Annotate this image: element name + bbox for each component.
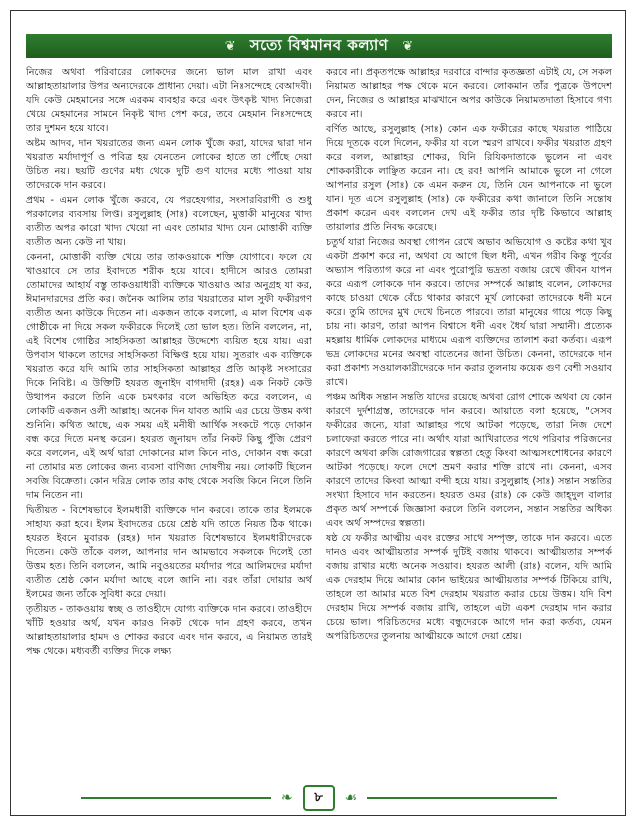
left-column bbox=[26, 66, 312, 776]
article-body bbox=[26, 66, 612, 776]
footer-right-rule bbox=[367, 797, 557, 799]
paragraph: নিজের অথবা পরিবারের লোকদের জন্যে ভাল মাল রাখা এবং আল্লাহতায়ালার উপর অন্যদেরকে প্রাধান্য দেয়া। এটা নিঃসন্দেহে বেআদবী। যদি কেউ মেহমানের সঙ্গে এরকম ব্যবহার করে এবং উৎকৃষ্ট খাদ্য নিজেরা খেয়ে মেহমানের সামনে নিকৃষ্ট খাদ্য পেশ করে, তবে মেহমান নিঃসন্দেহে তার দুশমন হয়ে যাবে। bbox=[26, 67, 312, 134]
leaf-ornament-icon: ❧ bbox=[280, 790, 293, 806]
page-header-title: সত্যে বিশ্বমানব কল্যাণ bbox=[249, 35, 389, 54]
paragraph: ষষ্ঠ যে ফকীর আত্মীয় এবং রক্তের সাথে সম্পৃক্ত, তাকে দান করবে। এতে দানও এবং আত্মীয়তার সম্পর্ক দুটিই বজায় থাকবে। আত্মীয়তার সম্পর্ক বজায় রাখার মধ্যে অনেক সওয়াব। হযরত আলী (রাঃ) বলেন, যদি আমি এক দেরহাম দিয়ে আমার কোন ভাইয়ের আত্মীয়তার সম্পর্ক টিকিয়ে রাখি, তাহলে তা আমার মতে বিশ দেরহাম খয়রাত করার চেয়ে উত্তম। যদি বিশ দেরহাম দিয়ে সম্পর্ক বজায় রাখি, তাহলে এটা একশ দেরহাম দান করার চেয়ে ভাল। পরিচিতদের মধ্যে বন্ধুদেরকে আগে দান করা কর্তব্য, যেমন অপরিচিতদের তুলনায় আত্মীয়কে আগে দেয়া শ্রেয়। bbox=[326, 533, 612, 642]
paragraph: চতুর্থ যারা নিজের অবস্থা গোপন রেখে অভাব অভিযোগ ও কষ্টের কথা খুব একটা প্রকাশ করে না, অথবা যে আগে ছিল ধনী, এখন গরীব কিন্তু পূর্বের অভ্যাস পরিত্যাগ করে না এবং পুরোপুরি ভদ্রতা বজায় রেখে জীবন যাপন করে এরূপ লোককে দান করবে। তাদের সম্পর্কে আল্লাহ বলেন, লোকদের কাছে চাওয়া থেকে বেঁচে থাকার কারণে মূর্খ লোকেরা তাদেরকে ধনী মনে করে। তুমি তাদের মুখ দেখে চিনতে পারবে। তারা মানুষের গায়ে পড়ে কিছু চায় না। কারণ, তারা আপন বিশ্বাসে ধনী এবং ধৈর্য দ্বারা সম্মানী। প্রত্যেক মহল্লায় ধার্মিক লোকদের মাধ্যমে এরূপ ব্যক্তিদের তালাশ করা কর্তব্য। এরূপ ভদ্র লোকদের মনের অবস্থা বাতেনের জানা উচিত। কেননা, তাদেরকে দান করা প্রকাশ্য সওয়ালকারীদেরকে দান করার তুলনায় কয়েক গুণ বেশী সওয়াব রাখে। bbox=[326, 237, 612, 388]
leaf-ornament-icon: ☙ bbox=[344, 790, 358, 806]
paragraph: প্রথম - এমন লোক খুঁজে করবে, যে পরহেযগার, সংসারবিরাগী ও শুধু পরকালের ব্যবসায় লিপ্ত। রসুলুল্লাহ (সাঃ) বলেছেন, মুত্তাকী মানুষের খাদ্য ব্যতীত অপর কারো খাদ্য খেয়ো না এবং তোমার খাদ্য যেন মোত্তাকী ব্যক্তি ব্যতীত অন্য কেউ না খায়। bbox=[26, 195, 312, 248]
paragraph: পঞ্চম অধিক সন্তান সন্ততি যাদের রয়েছে অথবা রোগ শোকে অথবা যে কোন কারণে দুর্দশাগ্রস্ত, তাদেরকে দান করবে। আয়াতে বলা হয়েছে, "সেসব ফকীরের জন্যে, যারা আল্লাহর পথে আটকা পড়েছে, তারা নিজ দেশে চলাফেরা করতে পারে না। অর্থাৎ যারা আখিরাতের পথে পরিবার পরিজনের কারণে অথবা রুজি রোজগারের স্বল্পতা হেতু কিংবা আত্মসংশোধনের কারণে আটকা পড়েছে। ফলে দেশে ভ্রমণ করার শক্তি রাখে না। কেননা, এসব কারণে তাদের কিংবা আত্মা বন্দী হয়ে যায়। রসুলুল্লাহ (সাঃ) সন্তান সন্ততির সংখ্যা হিসাবে দান করতেন। হযরত ওমর (রাঃ) কে কেউ জাহ্দুল বালার প্রকৃত অর্থ সম্পর্কে জিজ্ঞাসা করলে তিনি বললেন, সন্তান সন্ততির অধিক্য এবং অর্থ সম্পদের স্বল্পতা। bbox=[326, 392, 612, 529]
footer-ornament bbox=[26, 786, 612, 810]
left-ornament-icon: ❦ bbox=[224, 38, 236, 54]
paragraph: বর্ণিত আছে, রসুলুল্লাহ (সাঃ) কোন এক ফকীরের কাছে খয়রাত পাঠিয়ে দিয়ে দূতকে বলে দিলেন, ফকীর যা বলে স্মরণ রাখবে। ফকীর খয়রাত গ্রহণ করে বলল, আল্লাহর শোকর, যিনি রিযিকদাতাকে ভুলেন না এবং শোককারীকে লাঞ্ছিত করেন না। হে রব! আপনি আমাকে ভুলে না গেলে আপনার রসুল (সাঃ) কে এমন করুন যে, তিনি যেন আপনাকে না ভুলে যান। দূত এসে রসুলুল্লাহ (সাঃ) কে ফকীরের কথা জানালে তিনি সন্তোষ প্রকাশ করেন এবং বললেন দেখ এই ফকীর তার দৃষ্টি কিভাবে আল্লাহ তায়ালার প্রতি নিবদ্ধ করেছে। bbox=[326, 124, 612, 233]
page-number: ৮ bbox=[303, 785, 335, 811]
right-column bbox=[326, 66, 612, 776]
paragraph: অষ্টম আদব, দান খয়রাতের জন্য এমন লোক খুঁজে করা, যাদের দ্বারা দান খয়রাত মর্যাদাপূর্ণ ও পবিত্র হয় যেনতেন লোকের হাতে তা পৌঁছে দেয়া উচিত নয়। ছয়টি গুণের মধ্য থেকে দুটি গুণ যাদের মধ্যে পাওয়া যায় তাদেরকে দান করবে। bbox=[26, 138, 312, 191]
paragraph: দ্বিতীয়ত - বিশেষভাবে ইলমধারী ব্যক্তিকে দান করবে। তাকে তার ইলমকে সাহায্য করা হবে। ইলম ইবাদতের চেয়ে শ্রেষ্ঠ যদি তাতে নিয়ত ঠিক থাকে। হযরত ইবনে মুবারক (রহঃ) দান খয়রাত বিশেষভাবে ইলমধারীদেরকে দিতেন। কেউ তাঁকে বলল, আপনার দান আমভাবে সকলকে দিলেই তো উত্তম হত। তিনি বললেন, আমি নবুওয়তের মর্যাদার পরে আলিমদের মর্যাদা ব্যতীত শ্রেষ্ঠ কোন মর্যাদা আছে বলে জানি না। বরং তাঁরা দোয়ার অর্থ ইলমের জন্য তাঁকে সুবিধা করে দেয়া। bbox=[26, 505, 312, 600]
paragraph: করবে না। প্রকৃতপক্ষে আল্লাহর দরবারে বান্দার কৃতজ্ঞতা এটাই যে, সে সকল নিয়ামত আল্লাহর পক্ষ থেকে মনে করবে। লোকমান তাঁর পুত্রকে উপদেশ দেন, নিজের ও আল্লাহর মাঝখানে অপর কাউকে নিয়ামতদাতা হিসাবে গণ্য করবে না। bbox=[326, 67, 612, 120]
footer-left-rule bbox=[81, 797, 271, 799]
header-band bbox=[26, 34, 612, 58]
right-ornament-icon: ❦ bbox=[402, 38, 414, 54]
paragraph: তৃতীয়ত - তাকওয়ায় স্বচ্ছ ও তাওহীদে যোগ্য ব্যক্তিকে দান করবে। তাওহীদে খাঁটি হওয়ার অর্থ, যখন কারও নিকট থেকে দান গ্রহণ করবে, তখন আল্লাহতায়ালার হামদ ও শোকর করবে এবং দান করবে, এ নিয়ামত তারই পক্ষ থেকে। মধ্যবর্তী ব্যক্তির দিকে লক্ষ্য bbox=[26, 604, 312, 657]
paragraph: কেননা, মোত্তাকী ব্যক্তি খেয়ে তার তাকওয়াকে শক্তি যোগাবে। ফলে যে খাওয়াবে সে তার ইবাদতে শরীক হয়ে যাবে। হাদীসে আরও তোমরা তোমাদের আহার্য বস্তু তাকওয়াধারী ব্যক্তিকে খাওয়াও আর অনুগ্রহ যা কর, ঈমানদারদের প্রতি কর। জনৈক আলিম তার খয়রাতের মাল সুফী ফকীরগণ ব্যতীত অন্য কাউকে দিতেন না। একজন তাকে বললো, এ মাল বিশেষ এক গোষ্ঠীকে না দিয়ে সকল ফকীরকে দিলেই তো ভাল হত। তিনি বললেন, না, এই বিশেষ গোষ্ঠির সাহসিকতা আল্লাহর উদ্দেশ্যে ব্যয়িত হয়ে যায়। এরা উপবাস থাকলে তাদের সাহসিকতা বিক্ষিপ্ত হয়ে যায়। সুতরাং এক ব্যক্তিকে খয়রাত করে যদি আমি তার সাহসিকতা আল্লাহর প্রতি আকৃষ্ট সংসারের দিকে নিবিষ্ট। এ উক্তিটি হযরত জুনাইদ বাগদাদী (রহঃ) এক নিকট কেউ উত্থাপন করলে তিনি একে চমৎকার বলে অভিহিত করে বললেন, এ লোকটি একজন ওলী আল্লাহ। অনেক দিন যাবত আমি এর চেয়ে উত্তম কথা শুনিনি। কথিত আছে, এক সময় এই মনীষী আর্থিক সংকটে পড়ে দোকান বন্ধ করে দিতে মনস্থ করেন। হযরত জুনায়দ তাঁর নিকট কিছু পুঁজি প্রেরণ করে বললেন, এই অর্থ দ্বারা দোকানের মাল কিনে নাও, দোকান বন্ধ করো না তোমার মত লোকের জন্য ব্যবসা বাণিজ্য দোষণীয় নয়। লোকটি ছিলেন সবজি বিক্রেতা। কোন দরিদ্র লোক তার কাছ থেকে সবজি কিনে নিলে তিনি দাম নিতেন না। bbox=[26, 252, 312, 501]
